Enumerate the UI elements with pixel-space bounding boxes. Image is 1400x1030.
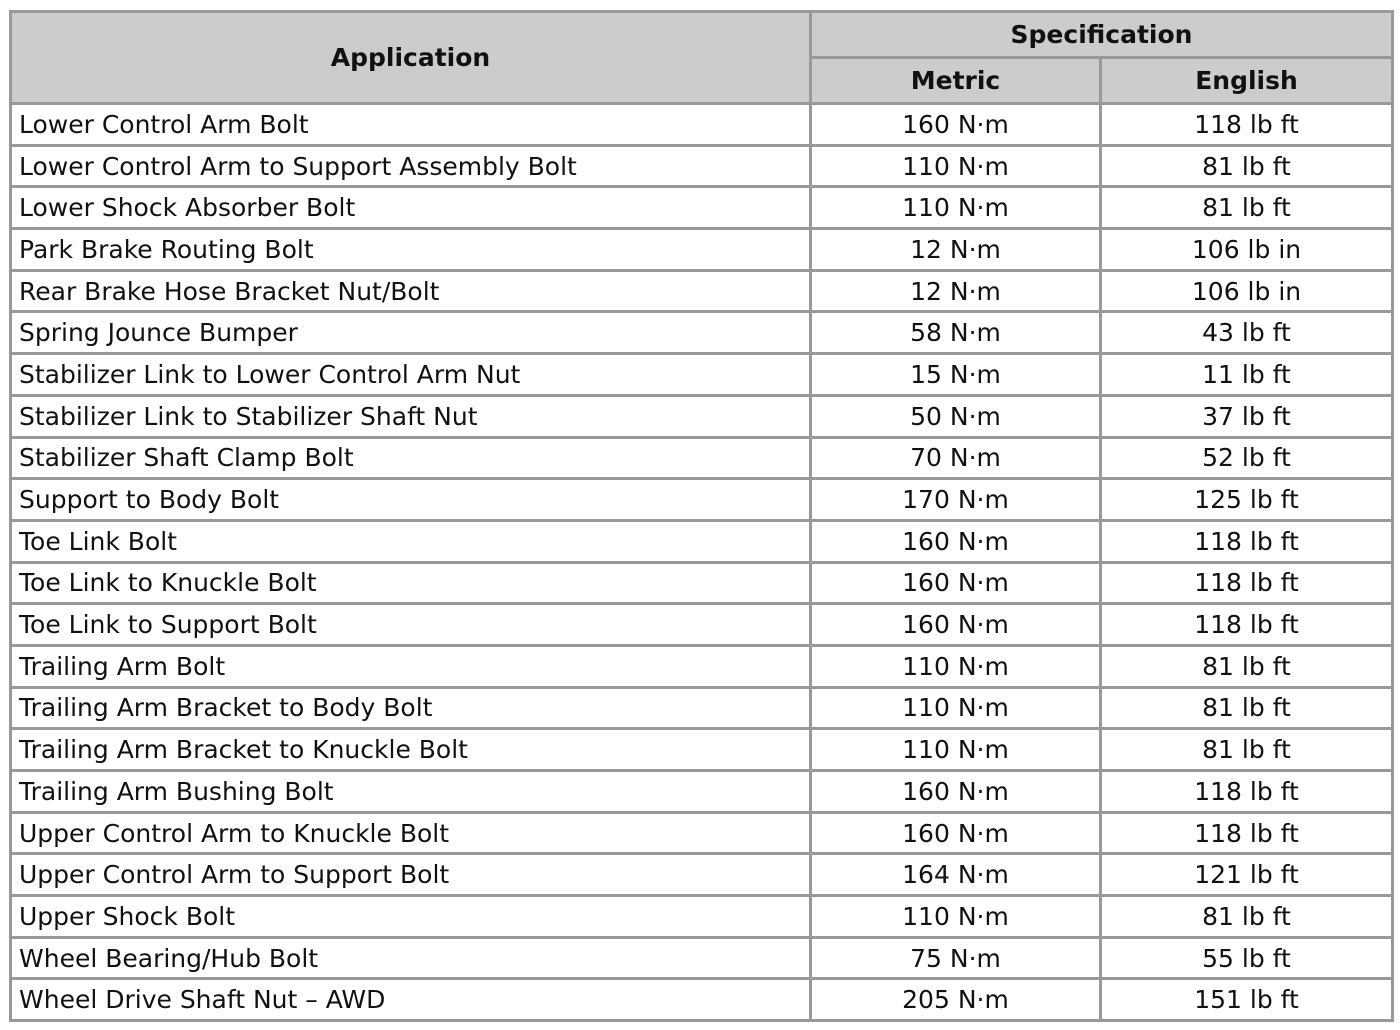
table-row <box>11 771 1393 813</box>
english-value-cell: 81 lb ft <box>1101 729 1393 771</box>
english-value-cell: 55 lb ft <box>1101 937 1393 979</box>
metric-column-header: Metric <box>811 58 1101 104</box>
english-value-cell: 118 lb ft <box>1101 604 1393 646</box>
metric-value-cell: 58 N·m <box>811 312 1101 354</box>
metric-value-cell: 160 N·m <box>811 104 1101 146</box>
application-cell: Stabilizer Link to Lower Control Arm Nut <box>11 354 811 396</box>
application-cell: Toe Link Bolt <box>11 520 811 562</box>
application-cell: Wheel Drive Shaft Nut – AWD <box>11 979 811 1021</box>
application-cell: Trailing Arm Bushing Bolt <box>11 771 811 813</box>
table-row <box>11 104 1393 146</box>
header-row-top <box>11 12 1393 58</box>
english-value-cell: 106 lb in <box>1101 229 1393 271</box>
table-row <box>11 896 1393 938</box>
table-row <box>11 937 1393 979</box>
metric-value-cell: 110 N·m <box>811 896 1101 938</box>
table-row <box>11 354 1393 396</box>
english-value-cell: 106 lb in <box>1101 270 1393 312</box>
metric-value-cell: 15 N·m <box>811 354 1101 396</box>
application-cell: Trailing Arm Bracket to Body Bolt <box>11 687 811 729</box>
metric-value-cell: 160 N·m <box>811 812 1101 854</box>
metric-value-cell: 164 N·m <box>811 854 1101 896</box>
application-cell: Stabilizer Link to Stabilizer Shaft Nut <box>11 395 811 437</box>
metric-value-cell: 110 N·m <box>811 145 1101 187</box>
application-cell: Upper Control Arm to Support Bolt <box>11 854 811 896</box>
english-column-header: English <box>1101 58 1393 104</box>
table-header <box>11 12 1393 104</box>
metric-value-cell: 110 N·m <box>811 729 1101 771</box>
english-value-cell: 81 lb ft <box>1101 645 1393 687</box>
table-row <box>11 479 1393 521</box>
english-value-cell: 118 lb ft <box>1101 520 1393 562</box>
english-value-cell: 81 lb ft <box>1101 896 1393 938</box>
application-cell: Lower Control Arm Bolt <box>11 104 811 146</box>
english-value-cell: 43 lb ft <box>1101 312 1393 354</box>
metric-value-cell: 70 N·m <box>811 437 1101 479</box>
metric-value-cell: 110 N·m <box>811 187 1101 229</box>
metric-value-cell: 110 N·m <box>811 687 1101 729</box>
english-value-cell: 37 lb ft <box>1101 395 1393 437</box>
table-row <box>11 979 1393 1021</box>
application-cell: Upper Shock Bolt <box>11 896 811 938</box>
application-column-header: Application <box>11 12 811 104</box>
table-row <box>11 812 1393 854</box>
torque-specification-table <box>9 10 1394 1022</box>
application-cell: Support to Body Bolt <box>11 479 811 521</box>
english-value-cell: 118 lb ft <box>1101 104 1393 146</box>
metric-value-cell: 50 N·m <box>811 395 1101 437</box>
english-value-cell: 118 lb ft <box>1101 812 1393 854</box>
application-cell: Trailing Arm Bracket to Knuckle Bolt <box>11 729 811 771</box>
english-value-cell: 11 lb ft <box>1101 354 1393 396</box>
application-cell: Lower Control Arm to Support Assembly Bolt <box>11 145 811 187</box>
english-value-cell: 125 lb ft <box>1101 479 1393 521</box>
metric-value-cell: 160 N·m <box>811 562 1101 604</box>
metric-value-cell: 110 N·m <box>811 645 1101 687</box>
table-row <box>11 312 1393 354</box>
metric-value-cell: 75 N·m <box>811 937 1101 979</box>
metric-value-cell: 170 N·m <box>811 479 1101 521</box>
specification-column-header: Specification <box>811 12 1393 58</box>
metric-value-cell: 160 N·m <box>811 771 1101 813</box>
english-value-cell: 118 lb ft <box>1101 562 1393 604</box>
application-cell: Upper Control Arm to Knuckle Bolt <box>11 812 811 854</box>
table-row <box>11 187 1393 229</box>
english-value-cell: 81 lb ft <box>1101 687 1393 729</box>
application-cell: Toe Link to Knuckle Bolt <box>11 562 811 604</box>
english-value-cell: 81 lb ft <box>1101 145 1393 187</box>
table-row <box>11 604 1393 646</box>
application-cell: Toe Link to Support Bolt <box>11 604 811 646</box>
metric-value-cell: 205 N·m <box>811 979 1101 1021</box>
application-cell: Wheel Bearing/Hub Bolt <box>11 937 811 979</box>
application-cell: Stabilizer Shaft Clamp Bolt <box>11 437 811 479</box>
english-value-cell: 81 lb ft <box>1101 187 1393 229</box>
english-value-cell: 118 lb ft <box>1101 771 1393 813</box>
metric-value-cell: 12 N·m <box>811 229 1101 271</box>
application-cell: Park Brake Routing Bolt <box>11 229 811 271</box>
table-row <box>11 270 1393 312</box>
table-row <box>11 520 1393 562</box>
table-row <box>11 437 1393 479</box>
application-cell: Rear Brake Hose Bracket Nut/Bolt <box>11 270 811 312</box>
english-value-cell: 121 lb ft <box>1101 854 1393 896</box>
table-row <box>11 229 1393 271</box>
application-cell: Lower Shock Absorber Bolt <box>11 187 811 229</box>
application-cell: Spring Jounce Bumper <box>11 312 811 354</box>
table-row <box>11 145 1393 187</box>
metric-value-cell: 160 N·m <box>811 604 1101 646</box>
table-row <box>11 562 1393 604</box>
english-value-cell: 52 lb ft <box>1101 437 1393 479</box>
metric-value-cell: 12 N·m <box>811 270 1101 312</box>
table-row <box>11 854 1393 896</box>
application-cell: Trailing Arm Bolt <box>11 645 811 687</box>
metric-value-cell: 160 N·m <box>811 520 1101 562</box>
table-row <box>11 395 1393 437</box>
table-row <box>11 729 1393 771</box>
table-row <box>11 645 1393 687</box>
table-body <box>11 104 1393 1021</box>
table-row <box>11 687 1393 729</box>
english-value-cell: 151 lb ft <box>1101 979 1393 1021</box>
